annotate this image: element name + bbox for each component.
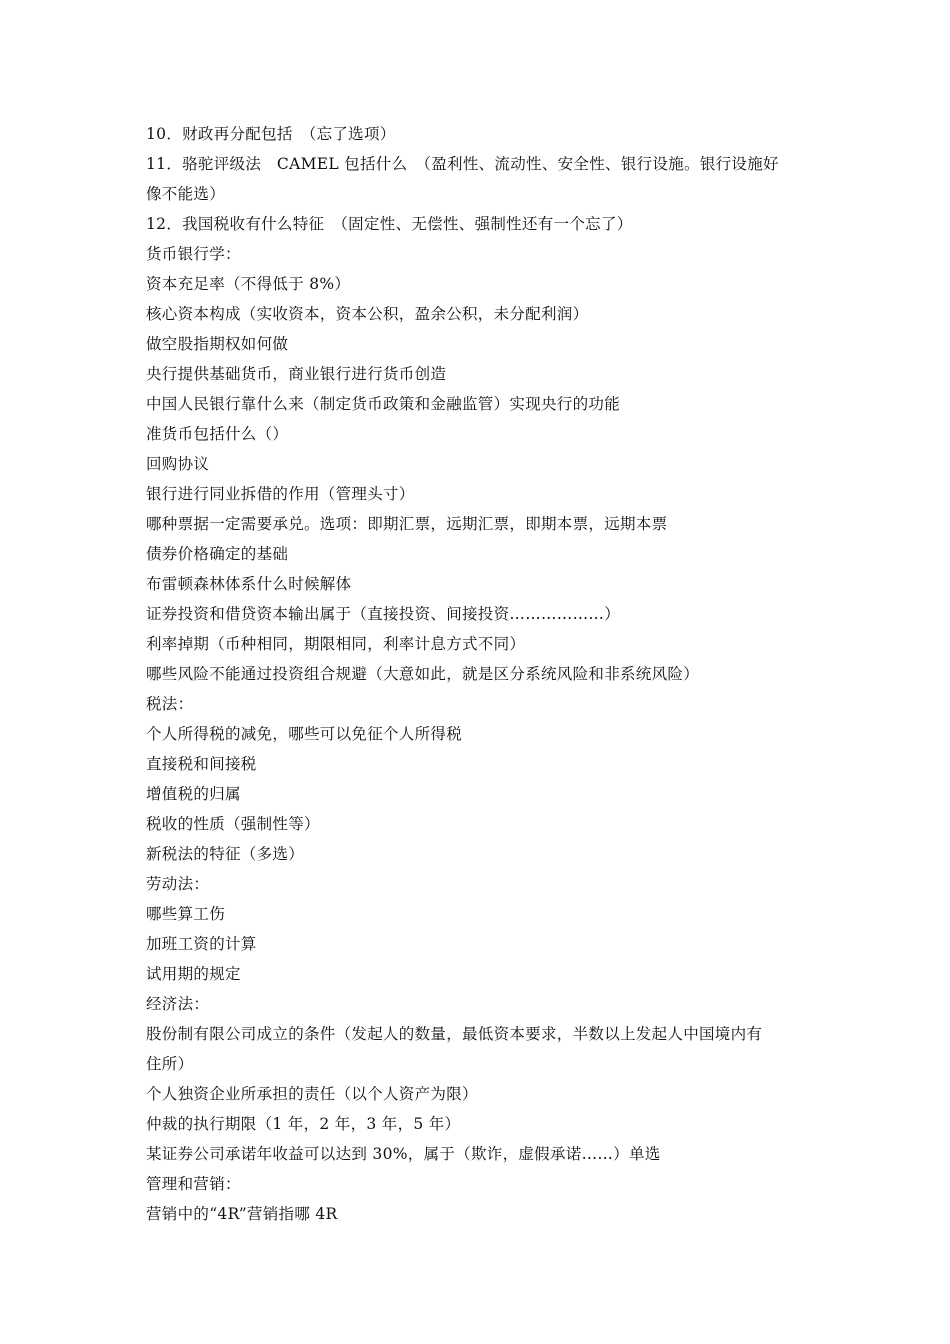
text-line: 个人所得税的减免，哪些可以免征个人所得税 bbox=[146, 725, 463, 743]
text-line: 试用期的规定 bbox=[146, 965, 241, 983]
text-line: 加班工资的计算 bbox=[146, 935, 257, 953]
section-heading: 货币银行学： bbox=[146, 245, 241, 263]
text-line: 核心资本构成（实收资本，资本公积，盈余公积，未分配利润） bbox=[146, 305, 589, 323]
text-line: 中国人民银行靠什么来（制定货币政策和金融监管）实现央行的功能 bbox=[146, 395, 621, 413]
text-line: 债券价格确定的基础 bbox=[146, 545, 289, 563]
text-line: 10．财政再分配包括 （忘了选项） bbox=[146, 125, 396, 143]
document-body bbox=[146, 119, 806, 1229]
section-heading: 税法： bbox=[146, 695, 194, 713]
text-line: 证券投资和借贷资本输出属于（直接投资、间接投资………………） bbox=[146, 605, 621, 623]
text-line: 像不能选） bbox=[146, 185, 226, 203]
section-heading: 经济法： bbox=[146, 995, 210, 1013]
text-line: 税收的性质（强制性等） bbox=[146, 815, 320, 833]
text-line: 准货币包括什么（） bbox=[146, 425, 289, 443]
text-line: 住所） bbox=[146, 1055, 194, 1073]
text-line: 做空股指期权如何做 bbox=[146, 335, 289, 353]
text-line: 营销中的“4R”营销指哪 4R bbox=[146, 1205, 338, 1223]
text-line: 央行提供基础货币，商业银行进行货币创造 bbox=[146, 365, 447, 383]
text-line: 哪些算工伤 bbox=[146, 905, 226, 923]
text-line: 个人独资企业所承担的责任（以个人资产为限） bbox=[146, 1085, 478, 1103]
text-line: 新税法的特征（多选） bbox=[146, 845, 305, 863]
text-line: 银行进行同业拆借的作用（管理头寸） bbox=[146, 485, 415, 503]
text-line: 资本充足率（不得低于 8%） bbox=[146, 275, 351, 293]
text-line: 11．骆驼评级法 CAMEL 包括什么 （盈利性、流动性、安全性、银行设施。银行设施好 bbox=[146, 155, 779, 173]
section-heading: 管理和营销： bbox=[146, 1175, 241, 1193]
text-line: 布雷顿森林体系什么时候解体 bbox=[146, 575, 352, 593]
text-line: 利率掉期（币种相同，期限相同，利率计息方式不同） bbox=[146, 635, 526, 653]
text-line: 回购协议 bbox=[146, 455, 210, 473]
text-line: 某证券公司承诺年收益可以达到 30%，属于（欺诈，虚假承诺……）单选 bbox=[146, 1145, 661, 1163]
text-line: 股份制有限公司成立的条件（发起人的数量，最低资本要求，半数以上发起人中国境内有 bbox=[146, 1025, 763, 1043]
text-line: 增值税的归属 bbox=[146, 785, 241, 803]
text-line: 仲裁的执行期限（1 年，2 年，3 年，5 年） bbox=[146, 1115, 461, 1133]
text-line: 哪种票据一定需要承兑。选项：即期汇票，远期汇票，即期本票，远期本票 bbox=[146, 515, 668, 533]
section-heading: 劳动法： bbox=[146, 875, 210, 893]
text-line: 12．我国税收有什么特征 （固定性、无偿性、强制性还有一个忘了） bbox=[146, 215, 633, 233]
text-line: 直接税和间接税 bbox=[146, 755, 257, 773]
text-line: 哪些风险不能通过投资组合规避（大意如此，就是区分系统风险和非系统风险） bbox=[146, 665, 700, 683]
